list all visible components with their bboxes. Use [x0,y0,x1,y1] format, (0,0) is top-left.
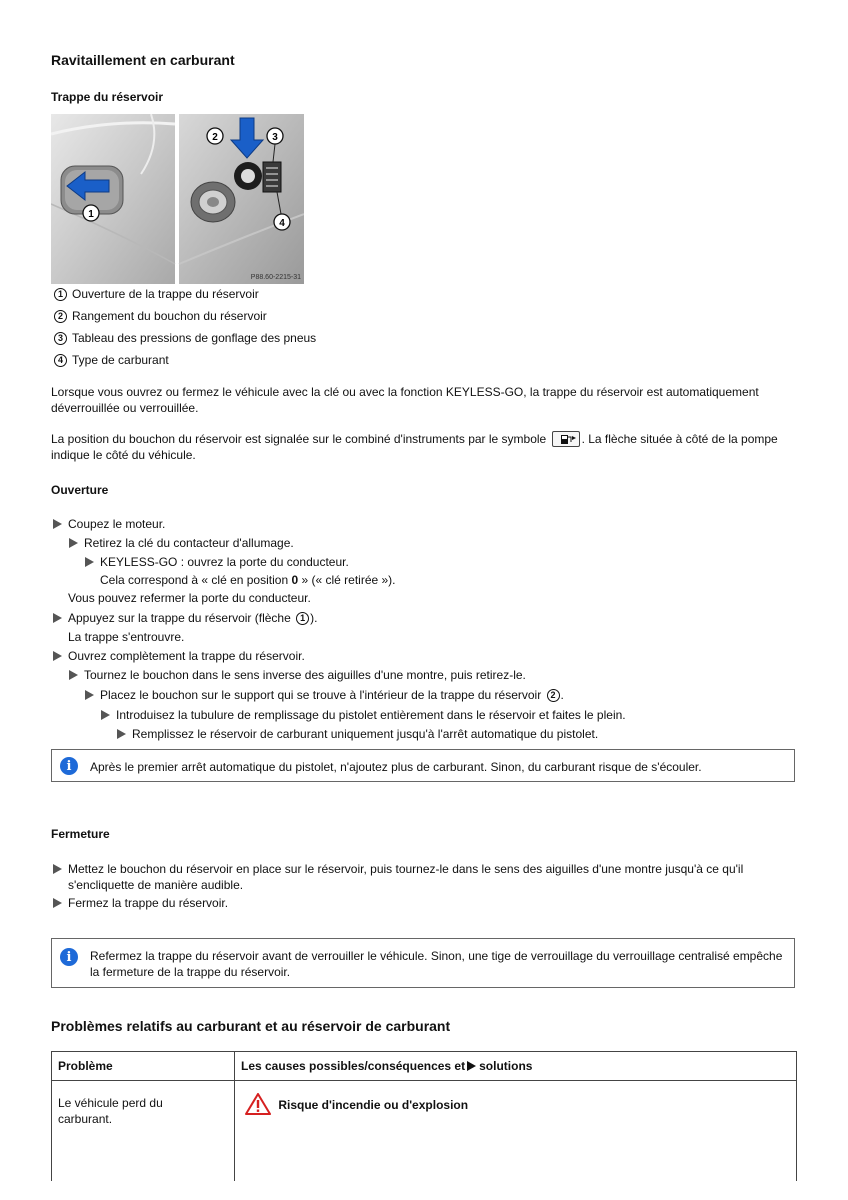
inline-callout-1: 1 [296,612,309,625]
section-heading-problemes: Problèmes relatifs au carburant et au réservoir de carburant [51,1018,451,1034]
table-header-row [52,1052,797,1081]
step-text: Ouvrez complètement la trappe du réservoir. [68,649,305,663]
step-remove-key [69,535,294,551]
legend-item-4 [54,351,169,369]
cell-problem [52,1081,235,1181]
section-heading-ouverture: Ouverture [51,483,109,497]
step-text: Appuyez sur la trappe du réservoir (flèche 1 ). [68,611,318,625]
step-text: Introduisez la tubulure de remplissage du pistolet entièrement dans le réservoir et faites le plein. [116,708,626,722]
info-icon: i [60,948,78,966]
callout-3-label: 3 [272,132,278,143]
bullet-arrow-icon [69,670,78,680]
step-refit-cap [53,861,798,893]
info-note-close [51,938,795,988]
step-press-flap [53,610,317,626]
troubleshooting-table [51,1051,797,1181]
page-title: Ravitaillement en carburant [51,52,235,68]
column-header-probleme [52,1052,235,1081]
step-text: Mettez le bouchon du réservoir en place sur le réservoir, puis tournez-le dans le sens des aiguilles d'une montre jusqu'à ce qu'il s'encliquette de manière audible. [68,862,744,892]
step-keyless-go [85,554,349,570]
info-note-text: Après le premier arrêt automatique du pistolet, n'ajoutez plus de carburant. Sinon, du carburant risque de s'écouler. [90,760,702,774]
solution-arrow-icon [467,1061,476,1071]
step-insert-nozzle [101,707,626,723]
bullet-arrow-icon [85,557,94,567]
section-heading-trappe: Trappe du réservoir [51,90,164,104]
legend-item-2 [54,307,267,325]
legend-text-1: Ouverture de la trappe du réservoir [72,287,259,301]
warning-text: Risque d'incendie ou d'explosion [278,1098,469,1112]
bullet-arrow-icon [117,729,126,739]
bullet-arrow-icon [101,710,110,720]
step-keyless-go-detail [100,572,396,588]
fuel-flap-figure [51,114,304,284]
table-row [52,1081,797,1181]
legend-number-1: 1 [54,288,67,301]
bullet-arrow-icon [53,613,62,623]
legend-number-2: 2 [54,310,67,323]
fuel-flap-illustration [51,114,304,284]
legend-number-3: 3 [54,332,67,345]
column-header-text: solutions [479,1059,533,1073]
info-icon: i [60,757,78,775]
column-header-text: Les causes possibles/conséquences et [241,1059,466,1073]
bullet-arrow-icon [85,690,94,700]
bullet-arrow-icon [53,651,62,661]
paragraph-fuel-symbol [51,431,801,463]
step-text: Retirez la clé du contacteur d'allumage. [84,536,294,550]
step-open-flap [53,648,305,664]
paragraph-fuel-symbol-part1: La position du bouchon du réservoir est signalée sur le combiné d'instruments par le symbole [51,432,547,446]
step-text: Placez le bouchon sur le support qui se trouve à l'intérieur de la trappe du réservoir 2 . [100,688,564,702]
step-text: Tournez le bouchon dans le sens inverse des aiguilles d'une montre, puis retirez-le. [84,668,526,682]
step-fill-tank [117,726,598,742]
step-text: Cela correspond à « clé en position 0 » (« clé retirée »). [100,573,396,587]
step-text: Fermez la trappe du réservoir. [68,896,229,910]
legend-text-3: Tableau des pressions de gonflage des pneus [72,331,317,345]
legend-item-3 [54,329,316,347]
legend-item-1 [54,285,259,303]
step-note-door [68,590,311,606]
step-text: Vous pouvez refermer la porte du conducteur. [68,591,311,605]
callout-1-label: 1 [88,209,94,220]
fuel-pump-icon [552,431,580,447]
section-heading-fermeture: Fermeture [51,827,110,841]
column-header-text: Problème [58,1059,113,1073]
paragraph-keyless: Lorsque vous ouvrez ou fermez le véhicule avec la clé ou avec la fonction KEYLESS-GO, la trappe du réservoir est automatiquement déverrouillée ou verrouillée. [51,385,759,415]
figure-code: P88.60-2215-31 [250,274,301,281]
bullet-arrow-icon [53,519,62,529]
bullet-arrow-icon [53,898,62,908]
callout-4-label: 4 [279,218,285,229]
bullet-arrow-icon [53,864,62,874]
legend-number-4: 4 [54,354,67,367]
warning-triangle-icon [245,1093,271,1118]
step-text: KEYLESS-GO : ouvrez la porte du conducteur. [100,555,349,569]
step-text: Remplissez le réservoir de carburant uniquement jusqu'à l'arrêt automatique du pistolet. [132,727,599,741]
info-note-text: Refermez la trappe du réservoir avant de verrouiller le véhicule. Sinon, une tige de verrouillage du verrouillage centralisé empêche la fermeture de la trappe du réservoir. [90,949,783,979]
callout-2-label: 2 [212,132,218,143]
step-turn-cap [69,667,526,683]
info-note-refuel [51,749,795,782]
step-place-cap [85,687,564,703]
bullet-arrow-icon [69,538,78,548]
step-close-flap [53,895,228,911]
inline-callout-2: 2 [547,689,560,702]
step-flap-opens [68,629,184,645]
step-text: Coupez le moteur. [68,517,166,531]
legend-text-2: Rangement du bouchon du réservoir [72,309,267,323]
paragraph-fuel-symbol-part2: . La flèche située à côté de la pompe indique le côté du véhicule. [51,432,778,462]
cell-text: Le véhicule perd du carburant. [58,1096,163,1126]
step-text: La trappe s'entrouvre. [68,630,185,644]
cell-causes [235,1081,797,1181]
step-stop-engine [53,516,165,532]
column-header-causes [235,1052,797,1081]
legend-text-4: Type de carburant [72,353,169,367]
